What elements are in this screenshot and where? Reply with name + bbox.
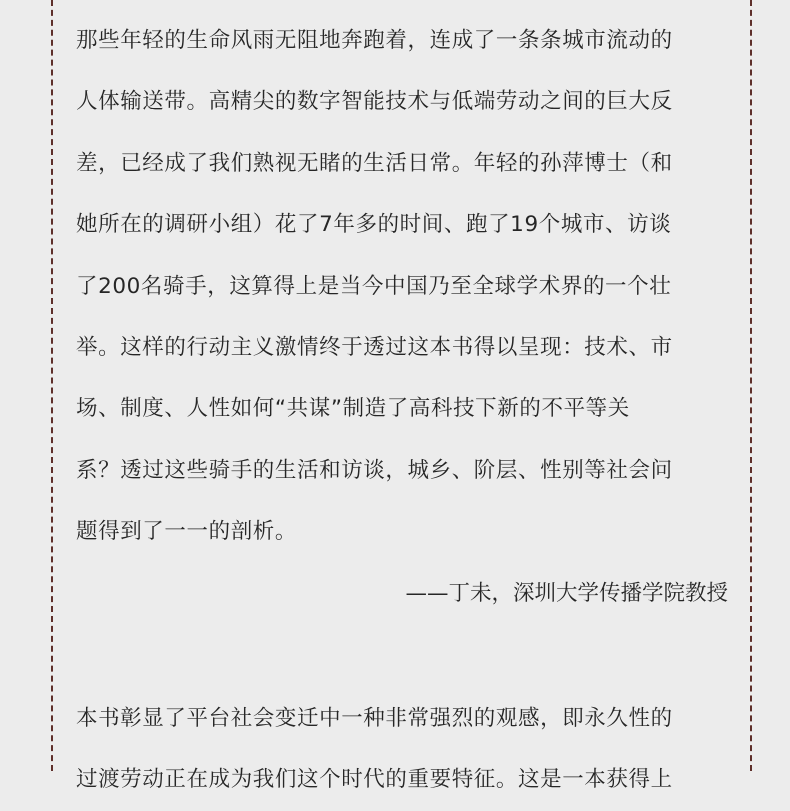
paragraph-line: 系？透过这些骑手的生活和访谈，城乡、阶层、性别等社会问 <box>76 457 673 483</box>
paragraph-line: 差，已经成了我们熟视无睹的生活日常。年轻的孙萍博士（和 <box>76 150 673 176</box>
paragraph-line: 过渡劳动正在成为我们这个时代的重要特征。这是一本获得上 <box>76 767 673 793</box>
review-content <box>76 10 728 811</box>
paragraph-line: 那些年轻的生命风雨无阻地奔跑着，连成了一条条城市流动的 <box>76 28 673 53</box>
paragraph-line: 她所在的调研小组）花了7年多的时间、跑了19个城市、访谈 <box>76 212 672 238</box>
paragraph-line: 本书彰显了平台社会变迁中一种非常强烈的观感，即永久性的 <box>76 706 673 732</box>
paragraph-line: 题得到了一一的剖析。 <box>76 519 298 545</box>
review-paragraph-2 <box>76 688 728 811</box>
attribution: ——丁未，深圳大学传播学院教授 <box>405 580 728 606</box>
paragraph-line: 举。这样的行动主义激情终于透过这本书得以呈现：技术、市 <box>76 335 673 361</box>
paragraph-line: 人体输送带。高精尖的数字智能技术与低端劳动之间的巨大反 <box>76 89 673 115</box>
paragraph-line: 场、制度、人性如何“共谋”制造了高科技下新的不平等关 <box>76 396 630 422</box>
review-paragraph-1 <box>76 10 728 563</box>
right-dashed-border <box>750 0 752 771</box>
left-dashed-border <box>51 0 53 771</box>
paragraph-line: 了200名骑手，这算得上是当今中国乃至全球学术界的一个壮 <box>76 273 672 299</box>
